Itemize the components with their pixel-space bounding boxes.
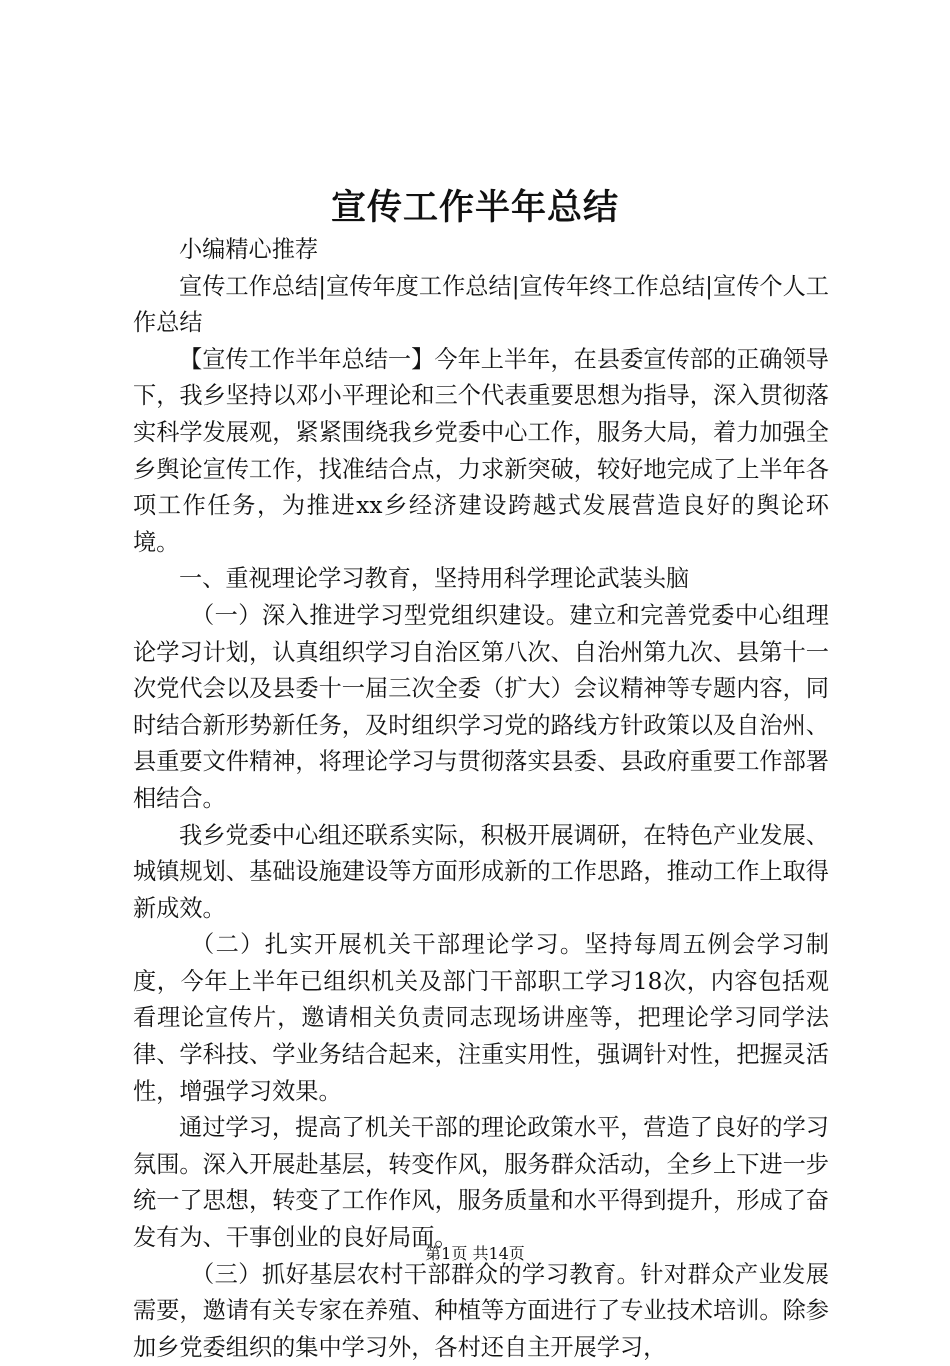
paragraph-subsection-1: （一）深入推进学习型党组织建设。建立和完善党委中心组理论学习计划，认真组织学习自治区第八次、自治州第九次、县第十一次党代会以及县委十一届三次全委（扩大）会议精神等专题内容，同时结合新形势新任务，及时组织学习党的路线方针政策以及自治州、县重要文件精神，将理论学习与贯彻落实县委、县政府重要工作部署相结合。 (133, 601, 829, 812)
paragraph-subsection-2: （二）扎实开展机关干部理论学习。坚持每周五例会学习制度，今年上半年已组织机关及部门干部职工学习18次，内容包括观看理论宣传片，邀请相关负责同志现场讲座等，把理论学习同学法律、学科技、学业务结合起来，注重实用性，强调针对性，把握灵活性，增强学习效果。 (133, 931, 829, 1105)
paragraph-subsection-3: （三）抓好基层农村干部群众的学习教育。针对群众产业发展需要，邀请有关专家在养殖、种植等方面进行了专业技术培训。除参加乡党委组织的集中学习外，各村还自主开展学习， (133, 1260, 829, 1361)
page-title: 宣传工作半年总结 (330, 187, 619, 228)
paragraph-related-links: 宣传工作总结|宣传年度工作总结|宣传年终工作总结|宣传个人工作总结 (133, 272, 829, 337)
document-body (133, 232, 829, 1366)
paragraph-research: 我乡党委中心组还联系实际，积极开展调研，在特色产业发展、城镇规划、基础设施建设等方面形成新的工作思路，推动工作上取得新成效。 (133, 821, 829, 922)
page-footer: 第1页 共14页 (425, 1244, 525, 1263)
section-heading-1: 一、重视理论学习教育，坚持用科学理论武装头脑 (179, 565, 690, 593)
paragraph-intro: 【宣传工作半年总结一】今年上半年，在县委宣传部的正确领导下，我乡坚持以邓小平理论和三个代表重要思想为指导，深入贯彻落实科学发展观，紧紧围绕我乡党委中心工作，服务大局，着力加强全乡舆论宣传工作，找准结合点，力求新突破，较好地完成了上半年各项工作任务，为推进xx乡经济建设跨越式发展营造良好的舆论环境。 (133, 345, 829, 556)
paragraph-recommend: 小编精心推荐 (179, 236, 319, 263)
paragraph-learning-result: 通过学习，提高了机关干部的理论政策水平，营造了良好的学习氛围。深入开展赴基层，转变作风，服务群众活动，全乡上下进一步统一了思想，转变了工作作风，服务质量和水平得到提升，形成了奋发有为、干事创业的良好局面。 (133, 1114, 829, 1252)
